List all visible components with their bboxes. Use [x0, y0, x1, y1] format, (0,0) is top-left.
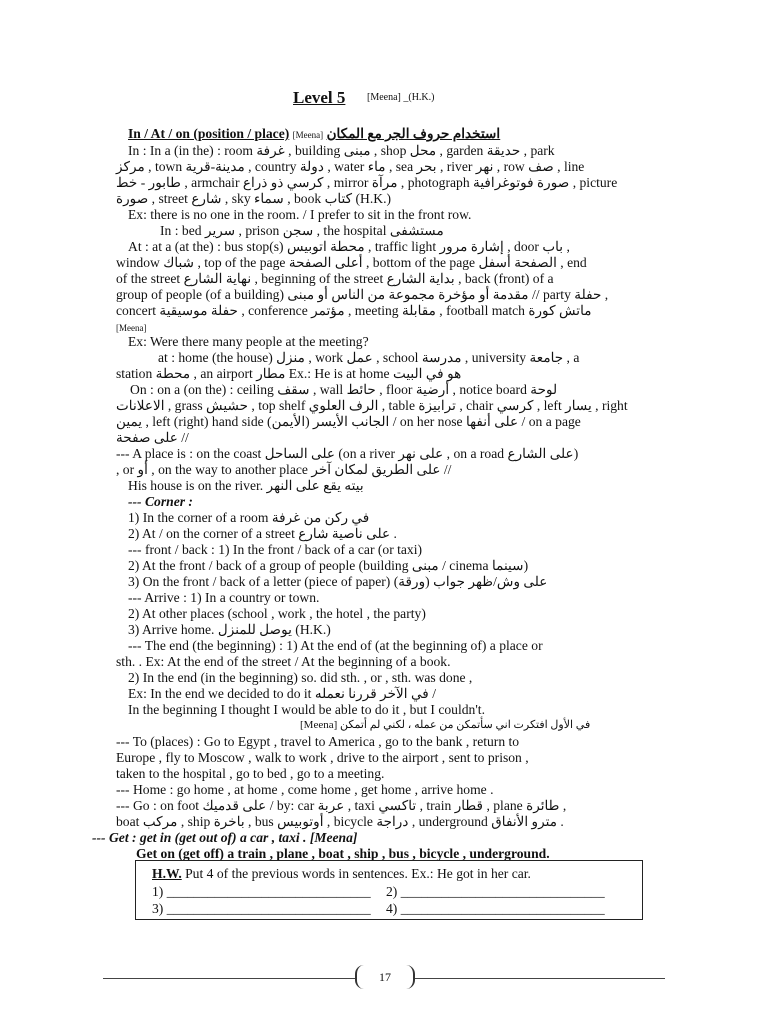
text-line: group of people (of a building) مقدمة أو مؤخرة مجموعة من الناس أو مبنى // party حفلة , — [116, 287, 609, 302]
text-line: 1) In the corner of a room في ركن من غرفة — [128, 510, 370, 525]
text-line: --- Arrive : 1) In a country or town. — [128, 590, 320, 605]
text-line: concert حفلة موسيقية , conference مؤتمر , meeting مقابلة , football match ماتش كورة — [116, 303, 592, 318]
title-author-tag: [Meena] _(H.K.) — [367, 92, 435, 103]
page-number: 17 — [355, 965, 415, 989]
text-line: of the street نهاية الشارع , beginning of the street بداية الشارع , back (front) of a — [116, 271, 554, 286]
homework-box — [135, 860, 643, 920]
text-line: 3) Arrive home. يوصل للمنزل (H.K.) — [128, 622, 331, 637]
answer-blank-1[interactable]: 1) ______________________________ — [152, 884, 371, 899]
text-line: Get on (get off) a train , plane , boat , ship , bus , bicycle , underground. — [136, 846, 550, 861]
section-heading-ar: استخدام حروف الجر مع المكان — [326, 126, 501, 141]
text-line: يمين , left (right) hand side الجانب الأيسر (الأيمن) / on her nose على أنفها / on a page — [116, 414, 581, 429]
text-line: at : home (the house) منزل , work عمل , school مدرسة , university جامعة , a — [158, 350, 580, 365]
homework-prompt — [152, 865, 531, 882]
homework-label: H.W. — [152, 866, 182, 881]
subheading-corner: --- Corner : — [128, 494, 193, 509]
text-line: sth. . Ex: At the end of the street / At the beginning of a book. — [116, 654, 451, 669]
text-line: الاعلانات , grass حشيش , top shelf الرف العلوي , table ترابيزة , chair كرسي , left يسار , right — [116, 398, 628, 413]
homework-instruction: Put 4 of the previous words in sentences. Ex.: He got in her car. — [185, 866, 531, 881]
example-line: Ex: Were there many people at the meeting? — [128, 334, 369, 349]
answer-blank-3[interactable]: 3) ______________________________ — [152, 901, 371, 916]
text-line: boat مركب , ship باخرة , bus أوتوبيس , bicycle دراجة , underground مترو الأنفاق . — [116, 814, 564, 829]
text-line: --- Get : get in (get out of) a car , taxi . [Meena] — [92, 830, 358, 845]
text-line: طابور - خط , armchair كرسي ذو ذراع , mirror مرآة , photograph صورة فوتوغرافية , picture — [116, 175, 618, 190]
text-line: In : bed سرير , prison سجن , the hospital مستشفى — [160, 223, 444, 238]
text-line: على صفحة // — [116, 430, 189, 445]
text-line: window شباك , top of the page أعلى الصفحة , bottom of the page الصفحة أسفل , end — [116, 255, 587, 270]
section-heading-tag: [Meena] — [292, 130, 324, 140]
text-line: On : on a (on the) : ceiling سقف , wall حائط , floor أرضية , notice board لوحة — [130, 382, 558, 397]
text-line: --- Home : go home , at home , come home , get home , arrive home . — [116, 782, 494, 797]
text-line: 2) At the front / back of a group of people (building مبنى / cinema سينما) — [128, 558, 529, 573]
text-line: In : In a (in the) : room غرفة , building مبنى , shop محل , garden حديقة , park — [128, 143, 555, 158]
text-line: Europe , fly to Moscow , walk to work , drive to the airport , sent to prison , — [116, 750, 529, 765]
text-line: [Meena] في الأول افتكرت اني سأتمكن من عمله ، لكني لم أتمكن — [300, 719, 591, 731]
section-heading-en: In / At / on (position / place) — [128, 126, 290, 141]
text-line: 2) At other places (school , work , the hotel , the party) — [128, 606, 426, 621]
example-line: His house is on the river. بيته يقع على النهر — [128, 478, 364, 493]
text-line: --- To (places) : Go to Egypt , travel to America , go to the bank , return to — [116, 734, 520, 749]
example-line: In the beginning I thought I would be able to do it , but I couldn't. — [128, 702, 485, 717]
text-line: --- The end (the beginning) : 1) At the end of (at the beginning of) a place or — [128, 638, 543, 653]
page-title: Level 5 — [293, 88, 346, 107]
author-tag: [Meena] — [116, 323, 147, 333]
text-line: --- A place is : on the coast على الساحل (on a river على نهر , on a road على الشارع) — [116, 446, 579, 461]
text-line: taken to the hospital , go to bed , go to a meeting. — [116, 766, 385, 781]
text-line: مركز , town مدينة-قرية , country دولة , water ماء , sea بحر , river نهر , row صف , line — [116, 159, 585, 174]
text-line: , or أو , on the way to another place على الطريق لمكان آخر // — [116, 462, 452, 477]
text-line: At : at a (at the) : bus stop(s) محطة اتوبيس , traffic light إشارة مرور , door باب , — [128, 239, 570, 254]
answer-blank-4[interactable]: 4) ______________________________ — [386, 901, 605, 916]
text-line: station محطة , an airport مطار Ex.: He is at home هو في البيت — [116, 366, 462, 381]
text-line: 2) In the end (in the beginning) so. did sth. , or , sth. was done , — [128, 670, 473, 685]
answer-blank-2[interactable]: 2) ______________________________ — [386, 884, 605, 899]
example-line: Ex: In the end we decided to do it في الآخر قررنا نعمله / — [128, 686, 436, 701]
text-line: 3) On the front / back of a letter (piece of paper) على وش/ظهر جواب (ورقة) — [128, 574, 548, 589]
text-line: صورة , street شارع , sky سماء , book كتاب (H.K.) — [116, 191, 391, 206]
text-line: --- Go : on foot على قدميك / by: car عربة , taxi تاكسي , train قطار , plane طائرة , — [116, 798, 567, 813]
text-line: --- front / back : 1) In the front / back of a car (or taxi) — [128, 542, 423, 557]
example-line: Ex: there is no one in the room. / I prefer to sit in the front row. — [128, 207, 472, 222]
text-line: 2) At / on the corner of a street على ناصية شارع . — [128, 526, 397, 541]
